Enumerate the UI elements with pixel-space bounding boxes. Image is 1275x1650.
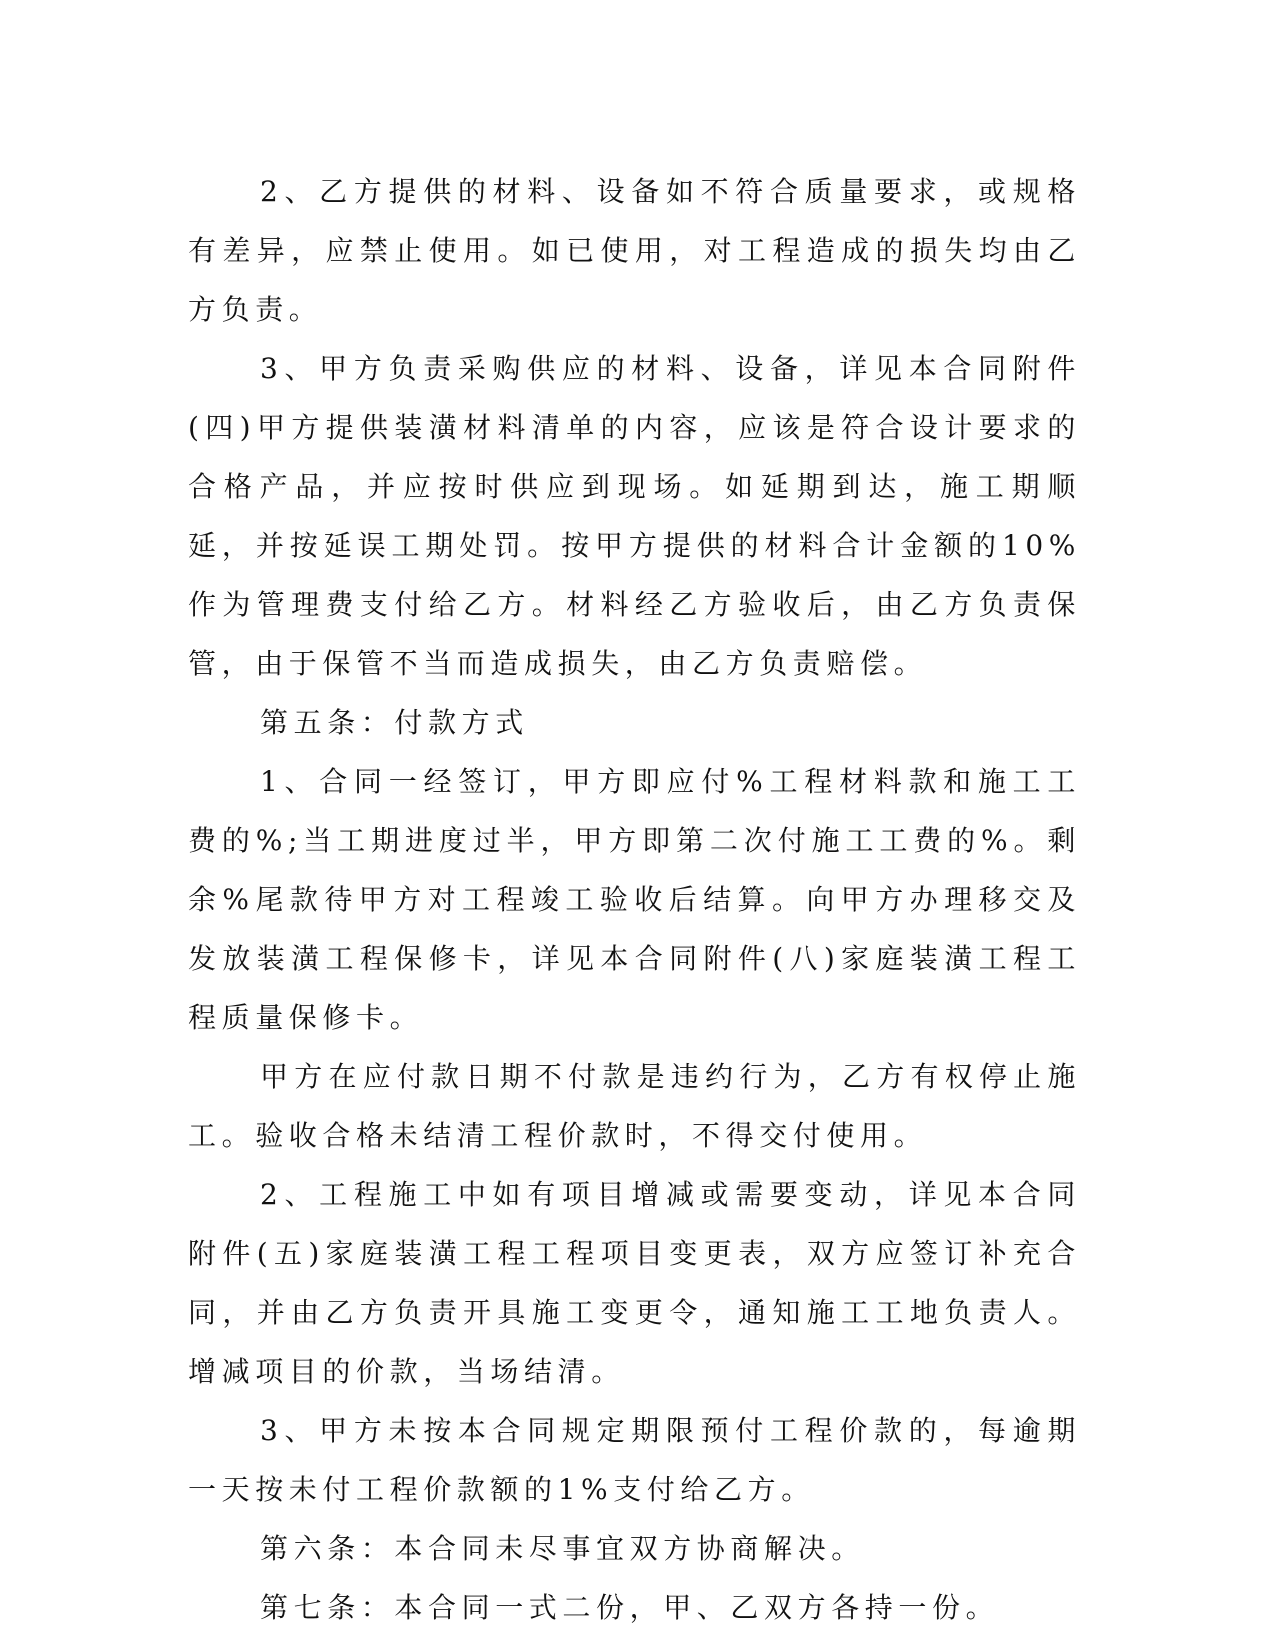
paragraph-late-payment-penalty: 3、甲方未按本合同规定期限预付工程价款的，每逾期一天按未付工程价款额的1%支付给乙方。: [188, 1414, 1081, 1506]
paragraph-project-changes: 2、工程施工中如有项目增减或需要变动，详见本合同附件(五)家庭装潢工程工程项目变更表，双方应签订补充合同，并由乙方负责开具施工变更令，通知施工工地负责人。增减项目的价款，当场结清。: [188, 1178, 1081, 1388]
article-6: 第六条：本合同未尽事宜双方协商解决。: [260, 1532, 865, 1565]
paragraph-material-procurement: 3、甲方负责采购供应的材料、设备，详见本合同附件(四)甲方提供装潢材料清单的内容，应该是符合设计要求的合格产品，并应按时供应到现场。如延期到达，施工期顺延，并按延误工期处罚。按甲方提供的材料合计金额的10%作为管理费支付给乙方。材料经乙方验收后，由乙方负责保管，由于保管不当而造成损失，由乙方负责赔偿。: [188, 352, 1081, 680]
article-5-heading: 第五条：付款方式: [260, 706, 529, 739]
paragraph-payment-schedule: 1、合同一经签订，甲方即应付%工程材料款和施工工费的%;当工期进度过半，甲方即第二次付施工工费的%。剩余%尾款待甲方对工程竣工验收后结算。向甲方办理移交及发放装潢工程保修卡，详见本合同附件(八)家庭装潢工程工程质量保修卡。: [188, 765, 1081, 1034]
paragraph-material-quality: 2、乙方提供的材料、设备如不符合质量要求，或规格有差异，应禁止使用。如已使用，对工程造成的损失均由乙方负责。: [188, 175, 1081, 326]
article-7: 第七条：本合同一式二份，甲、乙双方各持一份。: [260, 1591, 1000, 1624]
paragraph-payment-default: 甲方在应付款日期不付款是违约行为，乙方有权停止施工。验收合格未结清工程价款时，不得交付使用。: [188, 1060, 1081, 1152]
document-body: [188, 162, 1081, 1637]
